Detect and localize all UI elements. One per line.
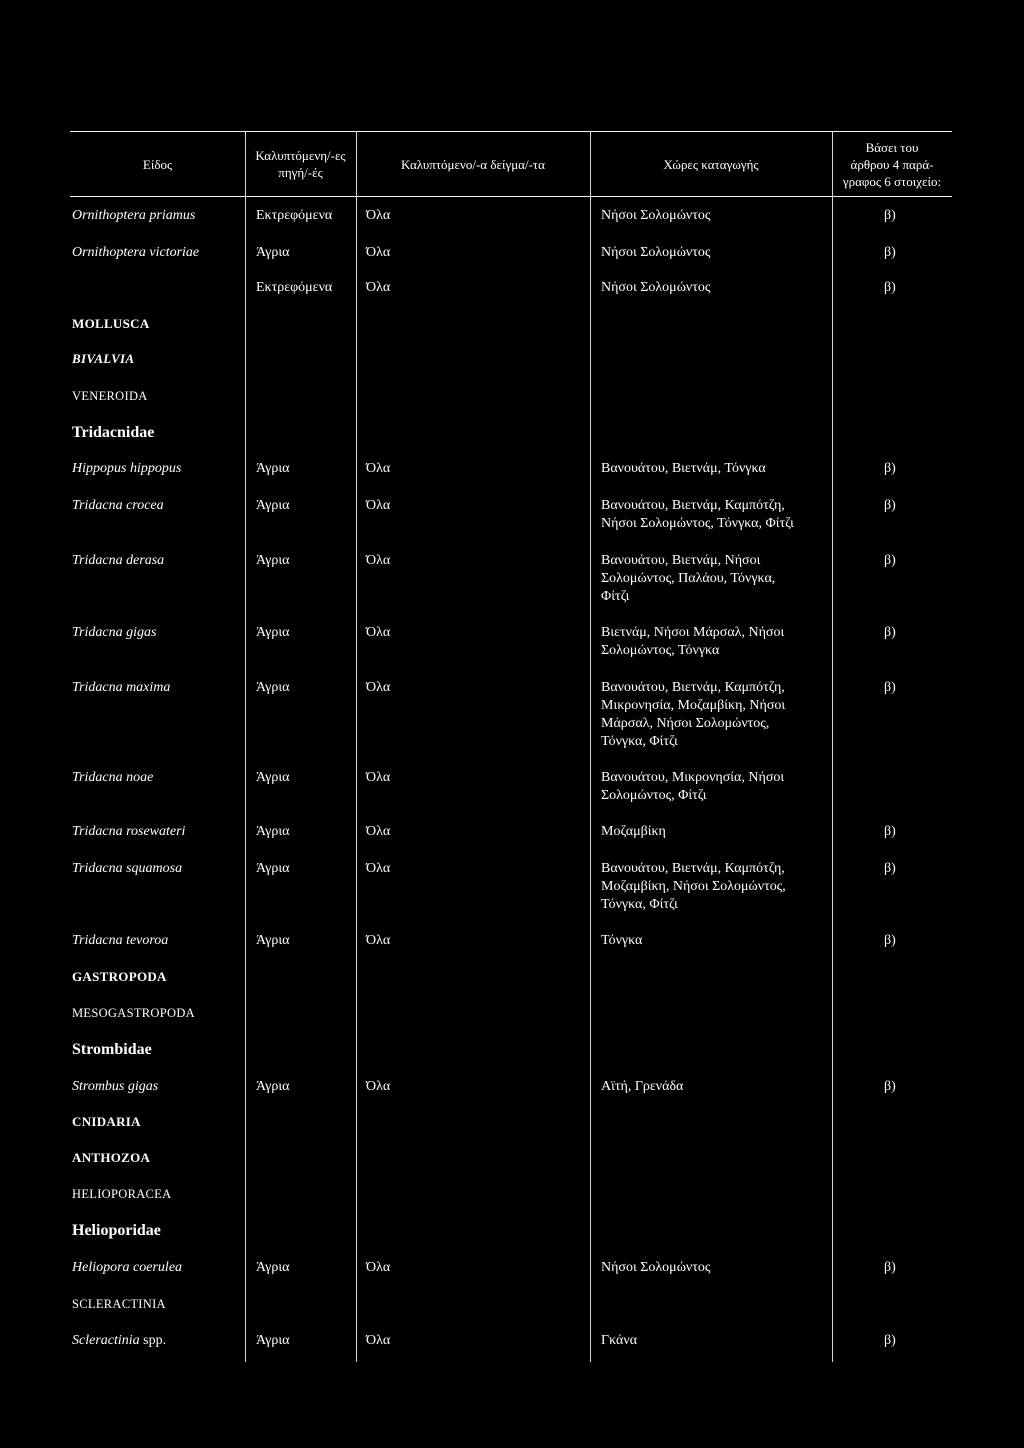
species-name: Tridacna derasa (72, 553, 165, 568)
countries-line: Νήσοι Σολομώντος, Τόνγκα, Φίτζι (601, 516, 794, 531)
table-row (0, 932, 1024, 950)
table-row (0, 279, 1024, 297)
source-value: Άγρια (256, 1260, 290, 1275)
article-value: β) (884, 861, 896, 876)
specimen-value: Όλα (366, 933, 391, 948)
taxon-row (0, 1149, 1024, 1167)
specimen-value: Όλα (366, 1260, 391, 1275)
table-row (0, 624, 1024, 658)
countries-value (601, 552, 775, 606)
countries-line: Νήσοι Σολομώντος (601, 245, 711, 260)
countries-value (601, 1332, 637, 1350)
source-value: Άγρια (256, 245, 290, 260)
article-value: β) (884, 280, 896, 295)
countries-line: Σολομώντος, Φίτζι (601, 788, 707, 803)
countries-value (601, 1078, 683, 1096)
countries-value (601, 823, 666, 841)
table-row (0, 552, 1024, 604)
table-row (0, 679, 1024, 749)
header-specimen (356, 132, 590, 196)
table-row (0, 497, 1024, 531)
taxon-row (0, 1295, 1024, 1313)
countries-value (601, 932, 642, 950)
specimen-value: Όλα (366, 1333, 391, 1348)
species-name: Tridacna noae (72, 770, 154, 785)
taxon-row (0, 350, 1024, 368)
taxon-row (0, 1041, 1024, 1059)
countries-line: Βανουάτου, Μικρονησία, Νήσοι (601, 770, 785, 785)
header-article-line: γραφος 6 στοιχείο: (842, 173, 942, 189)
table-row (0, 1078, 1024, 1096)
species-suffix: spp. (143, 1333, 167, 1348)
taxon-family: Helioporidae (72, 1222, 161, 1239)
countries-line: Βανουάτου, Βιετνάμ, Τόνγκα (601, 461, 766, 476)
source-value: Άγρια (256, 861, 290, 876)
header-article (832, 132, 952, 196)
countries-value (601, 1259, 710, 1277)
countries-line: Τόνγκα (601, 933, 643, 948)
species-genus: Scleractinia (72, 1333, 140, 1348)
species-name: Tridacna maxima (72, 680, 171, 695)
specimen-value: Όλα (366, 208, 391, 223)
source-value: Άγρια (256, 461, 290, 476)
header-species-label: Είδος (142, 156, 173, 172)
taxon-class: BIVALVIA (72, 351, 135, 366)
countries-line: Βανουάτου, Βιετνάμ, Καμπότζη, (601, 861, 785, 876)
header-countries-label: Χώρες καταγωγής (663, 156, 759, 172)
table-row (0, 460, 1024, 478)
species-name: Tridacna squamosa (72, 861, 183, 876)
article-value: β) (884, 1333, 896, 1348)
header-bottom-rule (70, 196, 952, 197)
table-row (0, 1259, 1024, 1277)
countries-value (601, 497, 794, 533)
countries-line: Φίτζι (601, 589, 630, 604)
specimen-value: Όλα (366, 770, 391, 785)
article-value: β) (884, 245, 896, 260)
source-value: Άγρια (256, 933, 290, 948)
species-name: Tridacna gigas (72, 625, 157, 640)
source-value: Άγρια (256, 824, 290, 839)
countries-line: Τόνγκα, Φίτζι (601, 897, 678, 912)
countries-value (601, 279, 710, 297)
species-name: Hippopus hippopus (72, 461, 182, 476)
taxon-class: ANTHOZOA (72, 1150, 151, 1165)
article-value: β) (884, 498, 896, 513)
countries-line: Τόνγκα, Φίτζι (601, 734, 678, 749)
countries-line: Μοζαμβίκη (601, 824, 666, 839)
countries-line: Βιετνάμ, Νήσοι Μάρσαλ, Νήσοι (601, 625, 785, 640)
table-row (0, 769, 1024, 803)
taxon-row (0, 1113, 1024, 1131)
table-row (0, 207, 1024, 225)
specimen-value: Όλα (366, 245, 391, 260)
taxon-family: Strombidae (72, 1041, 152, 1058)
species-name: Tridacna crocea (72, 498, 164, 513)
header-source-line: πηγή/-ές (278, 165, 323, 180)
taxon-order: SCLERACTINIA (72, 1297, 166, 1311)
source-value: Άγρια (256, 770, 290, 785)
taxon-phylum: CNIDARIA (72, 1114, 141, 1129)
source-value: Άγρια (256, 680, 290, 695)
countries-line: Αϊτή, Γρενάδα (601, 1079, 684, 1094)
countries-line: Βανουάτου, Βιετνάμ, Καμπότζη, (601, 498, 785, 513)
article-value: β) (884, 208, 896, 223)
taxon-family: Tridacnidae (72, 424, 155, 441)
countries-value (601, 769, 784, 805)
taxon-order: HELIOPORACEA (72, 1187, 172, 1201)
specimen-value: Όλα (366, 861, 391, 876)
countries-value (601, 624, 784, 660)
table-row (0, 823, 1024, 841)
specimen-value: Όλα (366, 824, 391, 839)
table-row (0, 860, 1024, 912)
article-value: β) (884, 933, 896, 948)
source-value: Εκτρεφόμενα (256, 208, 333, 223)
source-value: Εκτρεφόμενα (256, 280, 333, 295)
species-name: Ornithoptera priamus (72, 208, 196, 223)
countries-line: Νήσοι Σολομώντος (601, 208, 711, 223)
countries-line: Μικρονησία, Μοζαμβίκη, Νήσοι (601, 698, 786, 713)
specimen-value: Όλα (366, 498, 391, 513)
header-specimen-label: Καλυπτόμενο/-α δείγμα/-τα (401, 156, 545, 172)
specimen-value: Όλα (366, 280, 391, 295)
article-value: β) (884, 1079, 896, 1094)
taxon-row (0, 315, 1024, 333)
article-value: β) (884, 625, 896, 640)
countries-line: Μάρσαλ, Νήσοι Σολομώντος, (601, 716, 770, 731)
source-value: Άγρια (256, 625, 290, 640)
article-value: β) (884, 1260, 896, 1275)
taxon-row (0, 1004, 1024, 1022)
source-value: Άγρια (256, 1079, 290, 1094)
species-name: Strombus gigas (72, 1079, 159, 1094)
species-name: Tridacna rosewateri (72, 824, 186, 839)
header-source-line: Καλυπτόμενη/-ες (255, 148, 346, 163)
taxon-phylum: MOLLUSCA (72, 316, 150, 331)
countries-line: Μοζαμβίκη, Νήσοι Σολομώντος, (601, 879, 786, 894)
specimen-value: Όλα (366, 680, 391, 695)
taxon-row (0, 424, 1024, 442)
table-row (0, 244, 1024, 262)
countries-line: Νήσοι Σολομώντος (601, 280, 711, 295)
countries-value (601, 679, 785, 751)
article-value: β) (884, 553, 896, 568)
species-name: Heliopora coerulea (72, 1260, 183, 1275)
table-row (0, 1332, 1024, 1350)
article-value: β) (884, 680, 896, 695)
taxon-class: GASTROPODA (72, 969, 167, 984)
species-name (72, 1332, 166, 1350)
taxon-row (0, 387, 1024, 405)
header-article-line: άρθρου 4 παρά- (850, 156, 934, 172)
countries-line: Βανουάτου, Βιετνάμ, Νήσοι (601, 553, 761, 568)
countries-line: Βανουάτου, Βιετνάμ, Καμπότζη, (601, 680, 785, 695)
countries-line: Σολομώντος, Τόνγκα (601, 643, 720, 658)
header-source (245, 132, 356, 196)
specimen-value: Όλα (366, 553, 391, 568)
specimen-value: Όλα (366, 1079, 391, 1094)
taxon-row (0, 1222, 1024, 1240)
specimen-value: Όλα (366, 461, 391, 476)
species-name: Ornithoptera victoriae (72, 245, 200, 260)
taxon-row (0, 1185, 1024, 1203)
article-value: β) (884, 824, 896, 839)
countries-value (601, 460, 766, 478)
header-species (70, 132, 245, 196)
countries-line: Νήσοι Σολομώντος (601, 1260, 711, 1275)
specimen-value: Όλα (366, 625, 391, 640)
header-countries (590, 132, 832, 196)
article-value: β) (884, 461, 896, 476)
source-value: Άγρια (256, 553, 290, 568)
taxon-row (0, 968, 1024, 986)
countries-value (601, 244, 710, 262)
taxon-order: VENEROIDA (72, 389, 148, 403)
source-value: Άγρια (256, 1333, 290, 1348)
countries-line: Γκάνα (601, 1333, 638, 1348)
countries-line: Σολομώντος, Παλάου, Τόνγκα, (601, 571, 776, 586)
countries-value (601, 207, 710, 225)
source-value: Άγρια (256, 498, 290, 513)
header-article-line: Βάσει του (865, 139, 919, 155)
taxon-order: MESOGASTROPODA (72, 1006, 195, 1020)
species-name: Tridacna tevoroa (72, 933, 169, 948)
countries-value (601, 860, 786, 914)
